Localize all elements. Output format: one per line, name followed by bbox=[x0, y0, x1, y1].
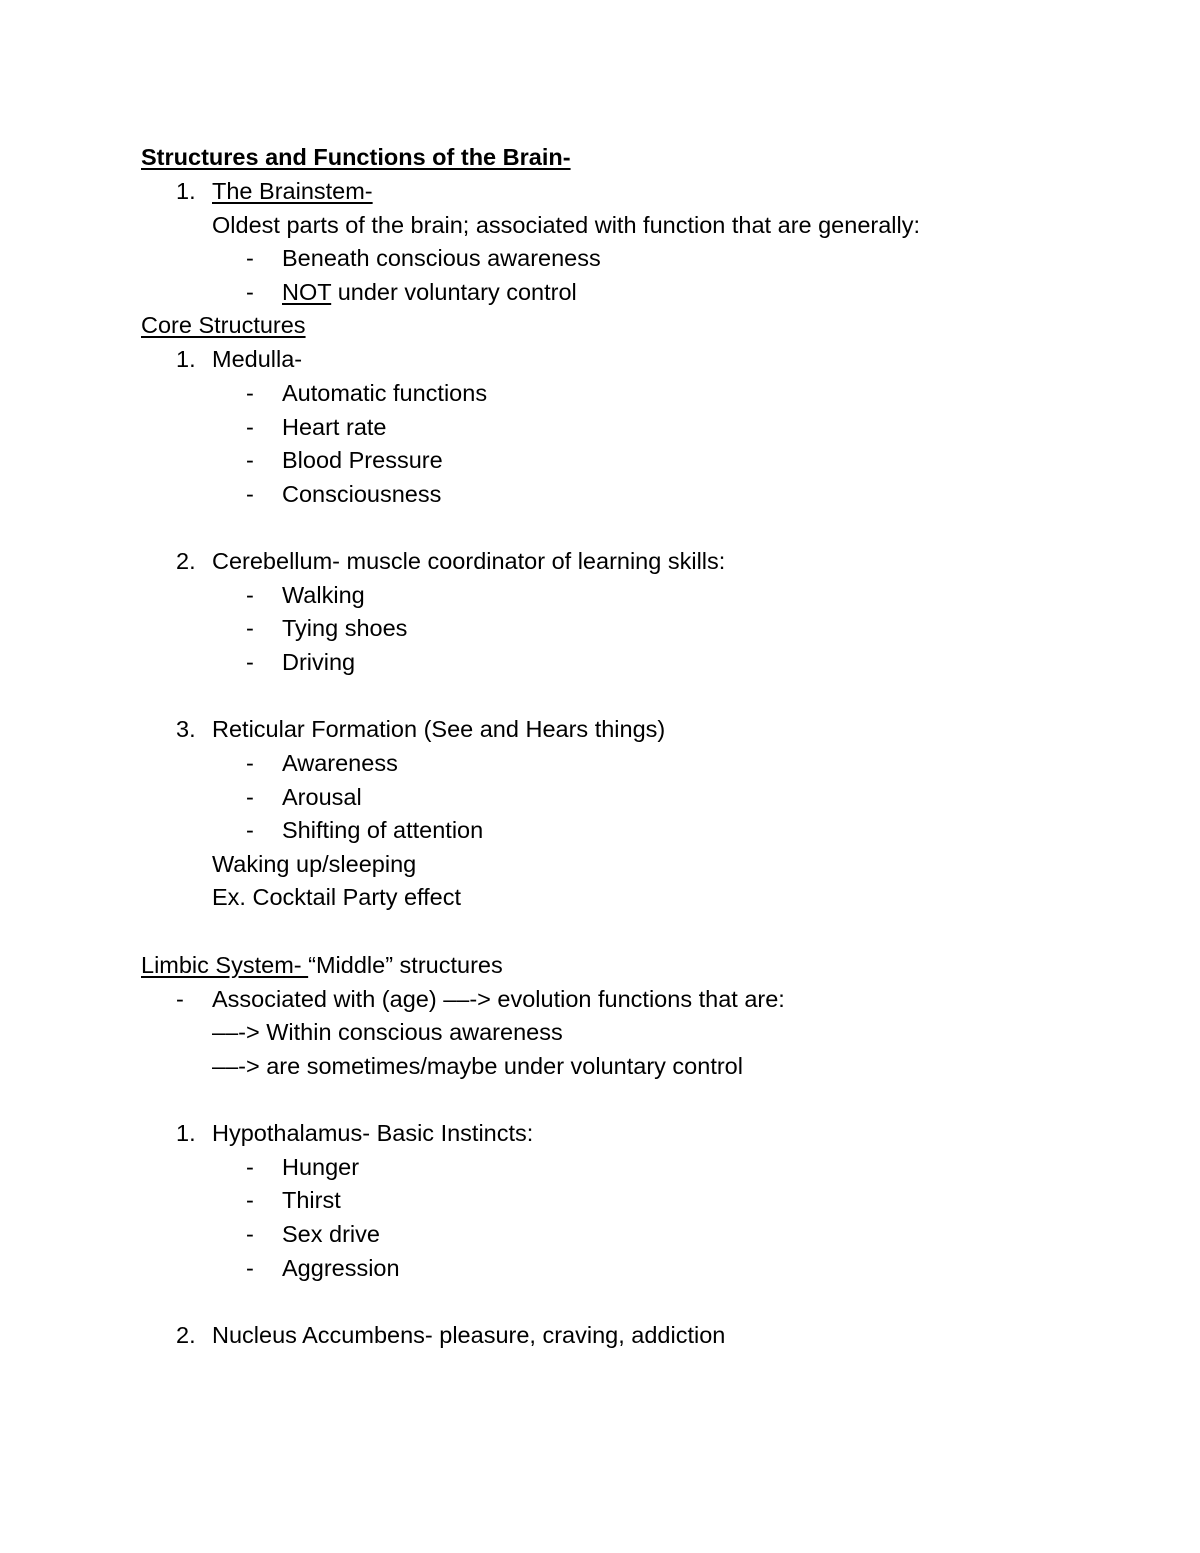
limbic-heading: Limbic System- bbox=[141, 952, 309, 978]
hypothalamus-bullet-3: Sex drive bbox=[282, 1221, 380, 1247]
medulla-number: 1. bbox=[176, 346, 196, 372]
limbic-heading-line bbox=[141, 952, 503, 979]
nucleus-accumbens-label: Nucleus Accumbens- pleasure, craving, addiction bbox=[212, 1322, 726, 1348]
brainstem-bullet-2-text: under voluntary control bbox=[331, 279, 577, 305]
limbic-arrow-1: ––-> Within conscious awareness bbox=[212, 1019, 563, 1045]
medulla-label: Medulla- bbox=[212, 346, 303, 372]
medulla-bullet-1: Automatic functions bbox=[282, 380, 488, 406]
bullet-dash: - bbox=[246, 1187, 254, 1213]
medulla-bullet-3: Blood Pressure bbox=[282, 447, 443, 473]
reticular-label: Reticular Formation (See and Hears things) bbox=[212, 716, 666, 742]
bullet-dash: - bbox=[246, 817, 254, 843]
reticular-note-1: Waking up/sleeping bbox=[212, 851, 417, 877]
core-structures-heading: Core Structures bbox=[141, 312, 306, 338]
brainstem-number: 1. bbox=[176, 178, 196, 204]
bullet-dash: - bbox=[246, 447, 254, 473]
bullet-dash: - bbox=[246, 279, 254, 305]
medulla-bullet-4: Consciousness bbox=[282, 481, 442, 507]
brainstem-bullet-1: Beneath conscious awareness bbox=[282, 245, 601, 271]
cerebellum-label: Cerebellum- muscle coordinator of learning skills: bbox=[212, 548, 726, 574]
bullet-dash: - bbox=[246, 481, 254, 507]
hypothalamus-bullet-4: Aggression bbox=[282, 1255, 400, 1281]
hypothalamus-bullet-2: Thirst bbox=[282, 1187, 341, 1213]
bullet-dash: - bbox=[246, 1154, 254, 1180]
limbic-arrow-2: ––-> are sometimes/maybe under voluntary control bbox=[212, 1053, 743, 1079]
bullet-dash: - bbox=[246, 649, 254, 675]
bullet-dash: - bbox=[246, 784, 254, 810]
bullet-dash: - bbox=[246, 380, 254, 406]
hypothalamus-number: 1. bbox=[176, 1120, 196, 1146]
cerebellum-number: 2. bbox=[176, 548, 196, 574]
limbic-bullet: Associated with (age) ––-> evolution functions that are: bbox=[212, 986, 785, 1012]
brainstem-bullet-2 bbox=[282, 279, 577, 306]
bullet-dash: - bbox=[246, 245, 254, 271]
bullet-dash: - bbox=[246, 1221, 254, 1247]
bullet-dash: - bbox=[246, 414, 254, 440]
reticular-bullet-2: Arousal bbox=[282, 784, 362, 810]
reticular-bullet-1: Awareness bbox=[282, 750, 398, 776]
cerebellum-bullet-3: Driving bbox=[282, 649, 356, 675]
reticular-bullet-3: Shifting of attention bbox=[282, 817, 484, 843]
hypothalamus-label: Hypothalamus- Basic Instincts: bbox=[212, 1120, 534, 1146]
page-title: Structures and Functions of the Brain- bbox=[141, 144, 571, 170]
bullet-dash: - bbox=[246, 582, 254, 608]
cerebellum-bullet-1: Walking bbox=[282, 582, 365, 608]
nucleus-accumbens-number: 2. bbox=[176, 1322, 196, 1348]
brainstem-heading: The Brainstem- bbox=[212, 178, 373, 204]
brainstem-description: Oldest parts of the brain; associated with function that are generally: bbox=[212, 212, 921, 238]
bullet-dash: - bbox=[246, 1255, 254, 1281]
not-emphasis: NOT bbox=[282, 279, 332, 305]
reticular-number: 3. bbox=[176, 716, 196, 742]
bullet-dash: - bbox=[246, 615, 254, 641]
bullet-dash: - bbox=[246, 750, 254, 776]
medulla-bullet-2: Heart rate bbox=[282, 414, 387, 440]
limbic-heading-rest: “Middle” structures bbox=[308, 952, 503, 978]
hypothalamus-bullet-1: Hunger bbox=[282, 1154, 360, 1180]
reticular-note-2: Ex. Cocktail Party effect bbox=[212, 884, 462, 910]
cerebellum-bullet-2: Tying shoes bbox=[282, 615, 408, 641]
bullet-dash: - bbox=[176, 986, 184, 1012]
